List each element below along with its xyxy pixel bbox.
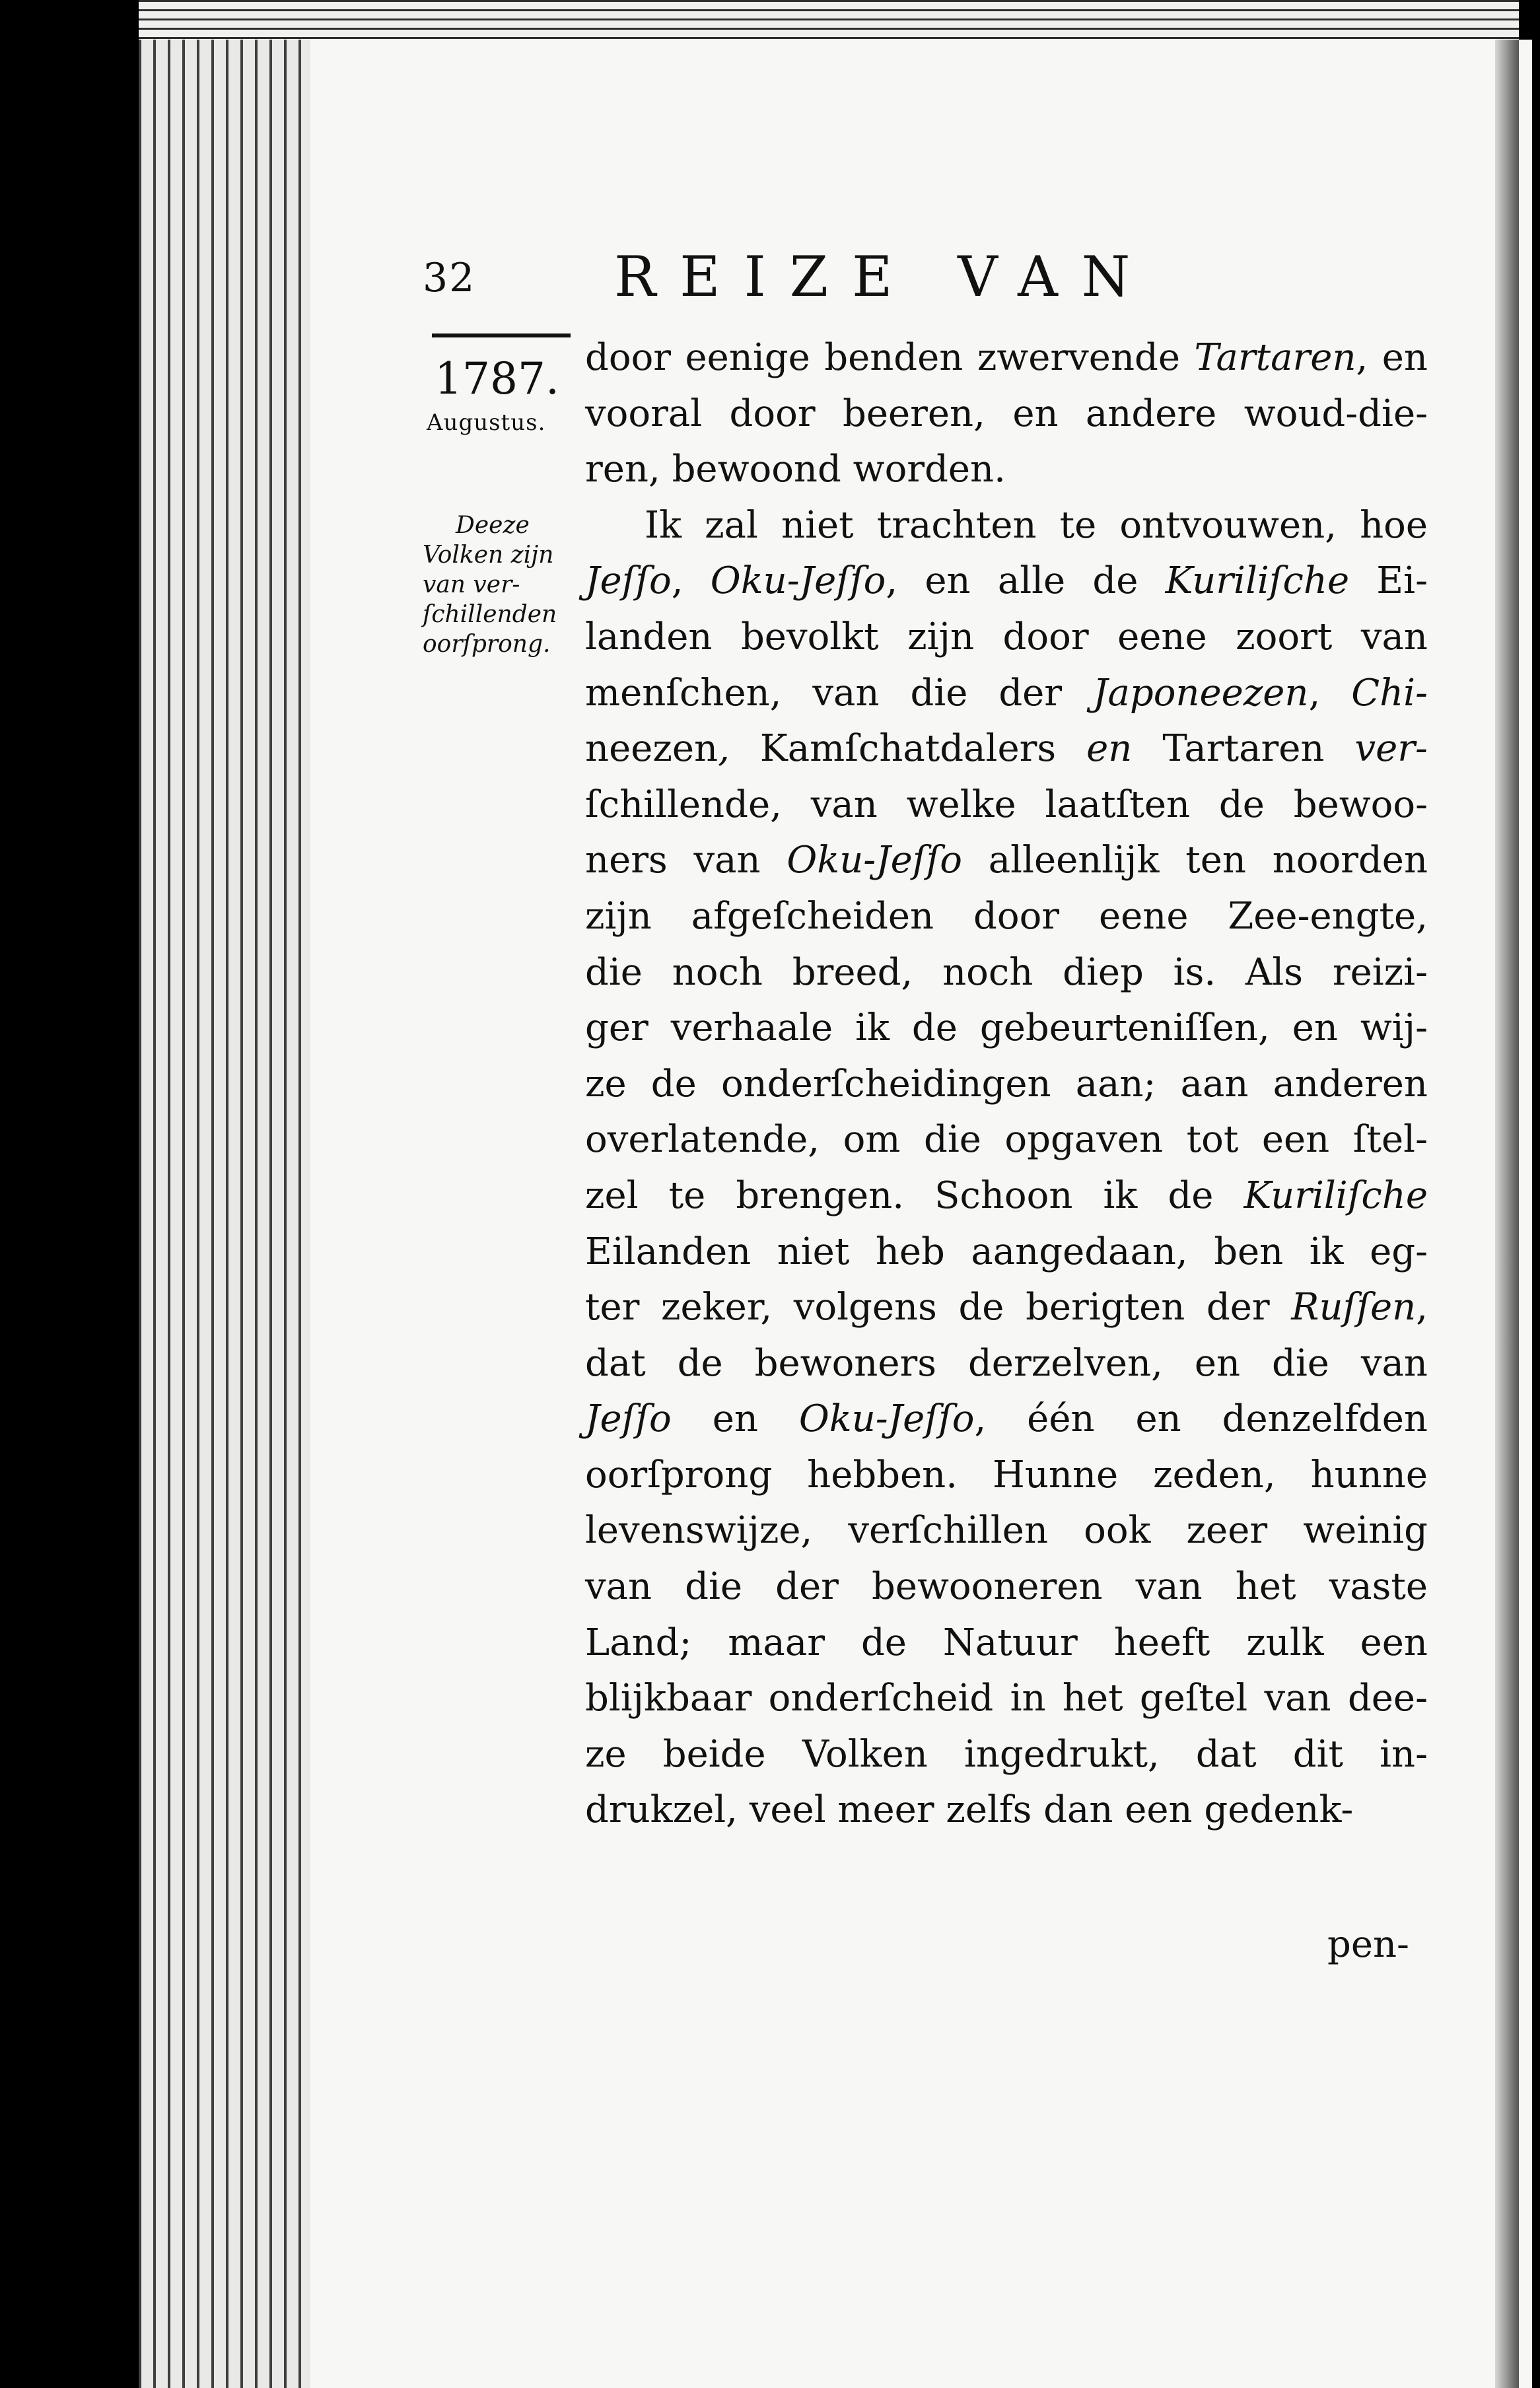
- text-line: zel te brengen. Schoon ik de Kuriliſche: [585, 1174, 1428, 1217]
- margin-note-line: Deeze: [456, 512, 530, 539]
- text-line: die noch breed, noch diep is. Als reizi-: [585, 950, 1428, 994]
- body-text: [585, 330, 1428, 1839]
- catchword: pen-: [1327, 1923, 1409, 1966]
- page-top-edges: [139, 0, 1519, 40]
- text-line: zijn afgeſcheiden door eene Zee-engte,: [585, 894, 1428, 938]
- text-line: dat de bewoners derzelven, en die van: [585, 1341, 1428, 1385]
- text-line: Jeſſo, Oku-Jeſſo, en alle de Kuriliſche Ei-: [585, 559, 1428, 603]
- running-title: REIZE VAN: [614, 244, 1154, 309]
- margin-month: Augustus.: [427, 409, 546, 436]
- margin-note-line: Volken zijn: [423, 542, 554, 569]
- margin-note: [423, 510, 575, 659]
- text-line: ners van Oku-Jeſſo alleenlijk ten noorden: [585, 839, 1428, 882]
- gutter-shadow: [1495, 40, 1519, 2388]
- text-line: Ik zal niet trachten te ontvouwen, hoe: [645, 503, 1428, 547]
- text-line: blijkbaar onderſcheid in het geſtel van dee-: [585, 1677, 1428, 1720]
- text-line: oorſprong hebben. Hunne zeden, hunne: [585, 1453, 1428, 1496]
- margin-note-line: oorſprong.: [423, 631, 551, 658]
- text-line: ter zeker, volgens de berigten der Ruſſen,: [585, 1286, 1428, 1329]
- text-line: drukzel, veel meer zelfs dan een gedenk-: [585, 1788, 1354, 1832]
- text-line: levenswijze, verſchillen ook zeer weinig: [585, 1509, 1428, 1553]
- text-line: ſchillende, van welke laatſten de bewoo-: [585, 783, 1428, 826]
- text-line: Jeſſo en Oku-Jeſſo, één en denzelfden: [585, 1397, 1428, 1441]
- running-head: [423, 244, 1248, 317]
- text-line: landen bevolkt zijn door eene zoort van: [585, 615, 1428, 658]
- text-line: ren, bewoond worden.: [585, 448, 1006, 491]
- text-line: ze beide Volken ingedrukt, dat dit in-: [585, 1732, 1428, 1776]
- margin-note-line: ſchillenden: [423, 601, 557, 628]
- text-line: door eenige benden zwervende Tartaren, en: [585, 336, 1428, 379]
- text-line: ze de onderſcheidingen aan; aan anderen: [585, 1062, 1428, 1106]
- margin-note-line: van ver-: [423, 571, 520, 598]
- text-line: ger verhaale ik de gebeurteniſſen, en wij-: [585, 1006, 1428, 1050]
- text-line: Eilanden niet heb aangedaan, ben ik eg-: [585, 1230, 1428, 1273]
- page-edges: [139, 0, 310, 2388]
- margin-year: 1787.: [435, 353, 559, 404]
- text-line: Land; maar de Natuur heeft zulk een: [585, 1621, 1428, 1664]
- text-line: menſchen, van die der Japoneezen, Chi-: [585, 671, 1428, 715]
- margin-rule: [432, 334, 571, 337]
- text-line: van die der bewooneren van het vaste: [585, 1565, 1428, 1609]
- page-number: 32: [423, 255, 476, 301]
- text-line: overlatende, om die opgaven tot een ſtel-: [585, 1118, 1428, 1162]
- text-line: neezen, Kamſchatdalers en Tartaren ver-: [585, 727, 1428, 771]
- text-line: vooral door beeren, en andere woud-die-: [585, 392, 1428, 435]
